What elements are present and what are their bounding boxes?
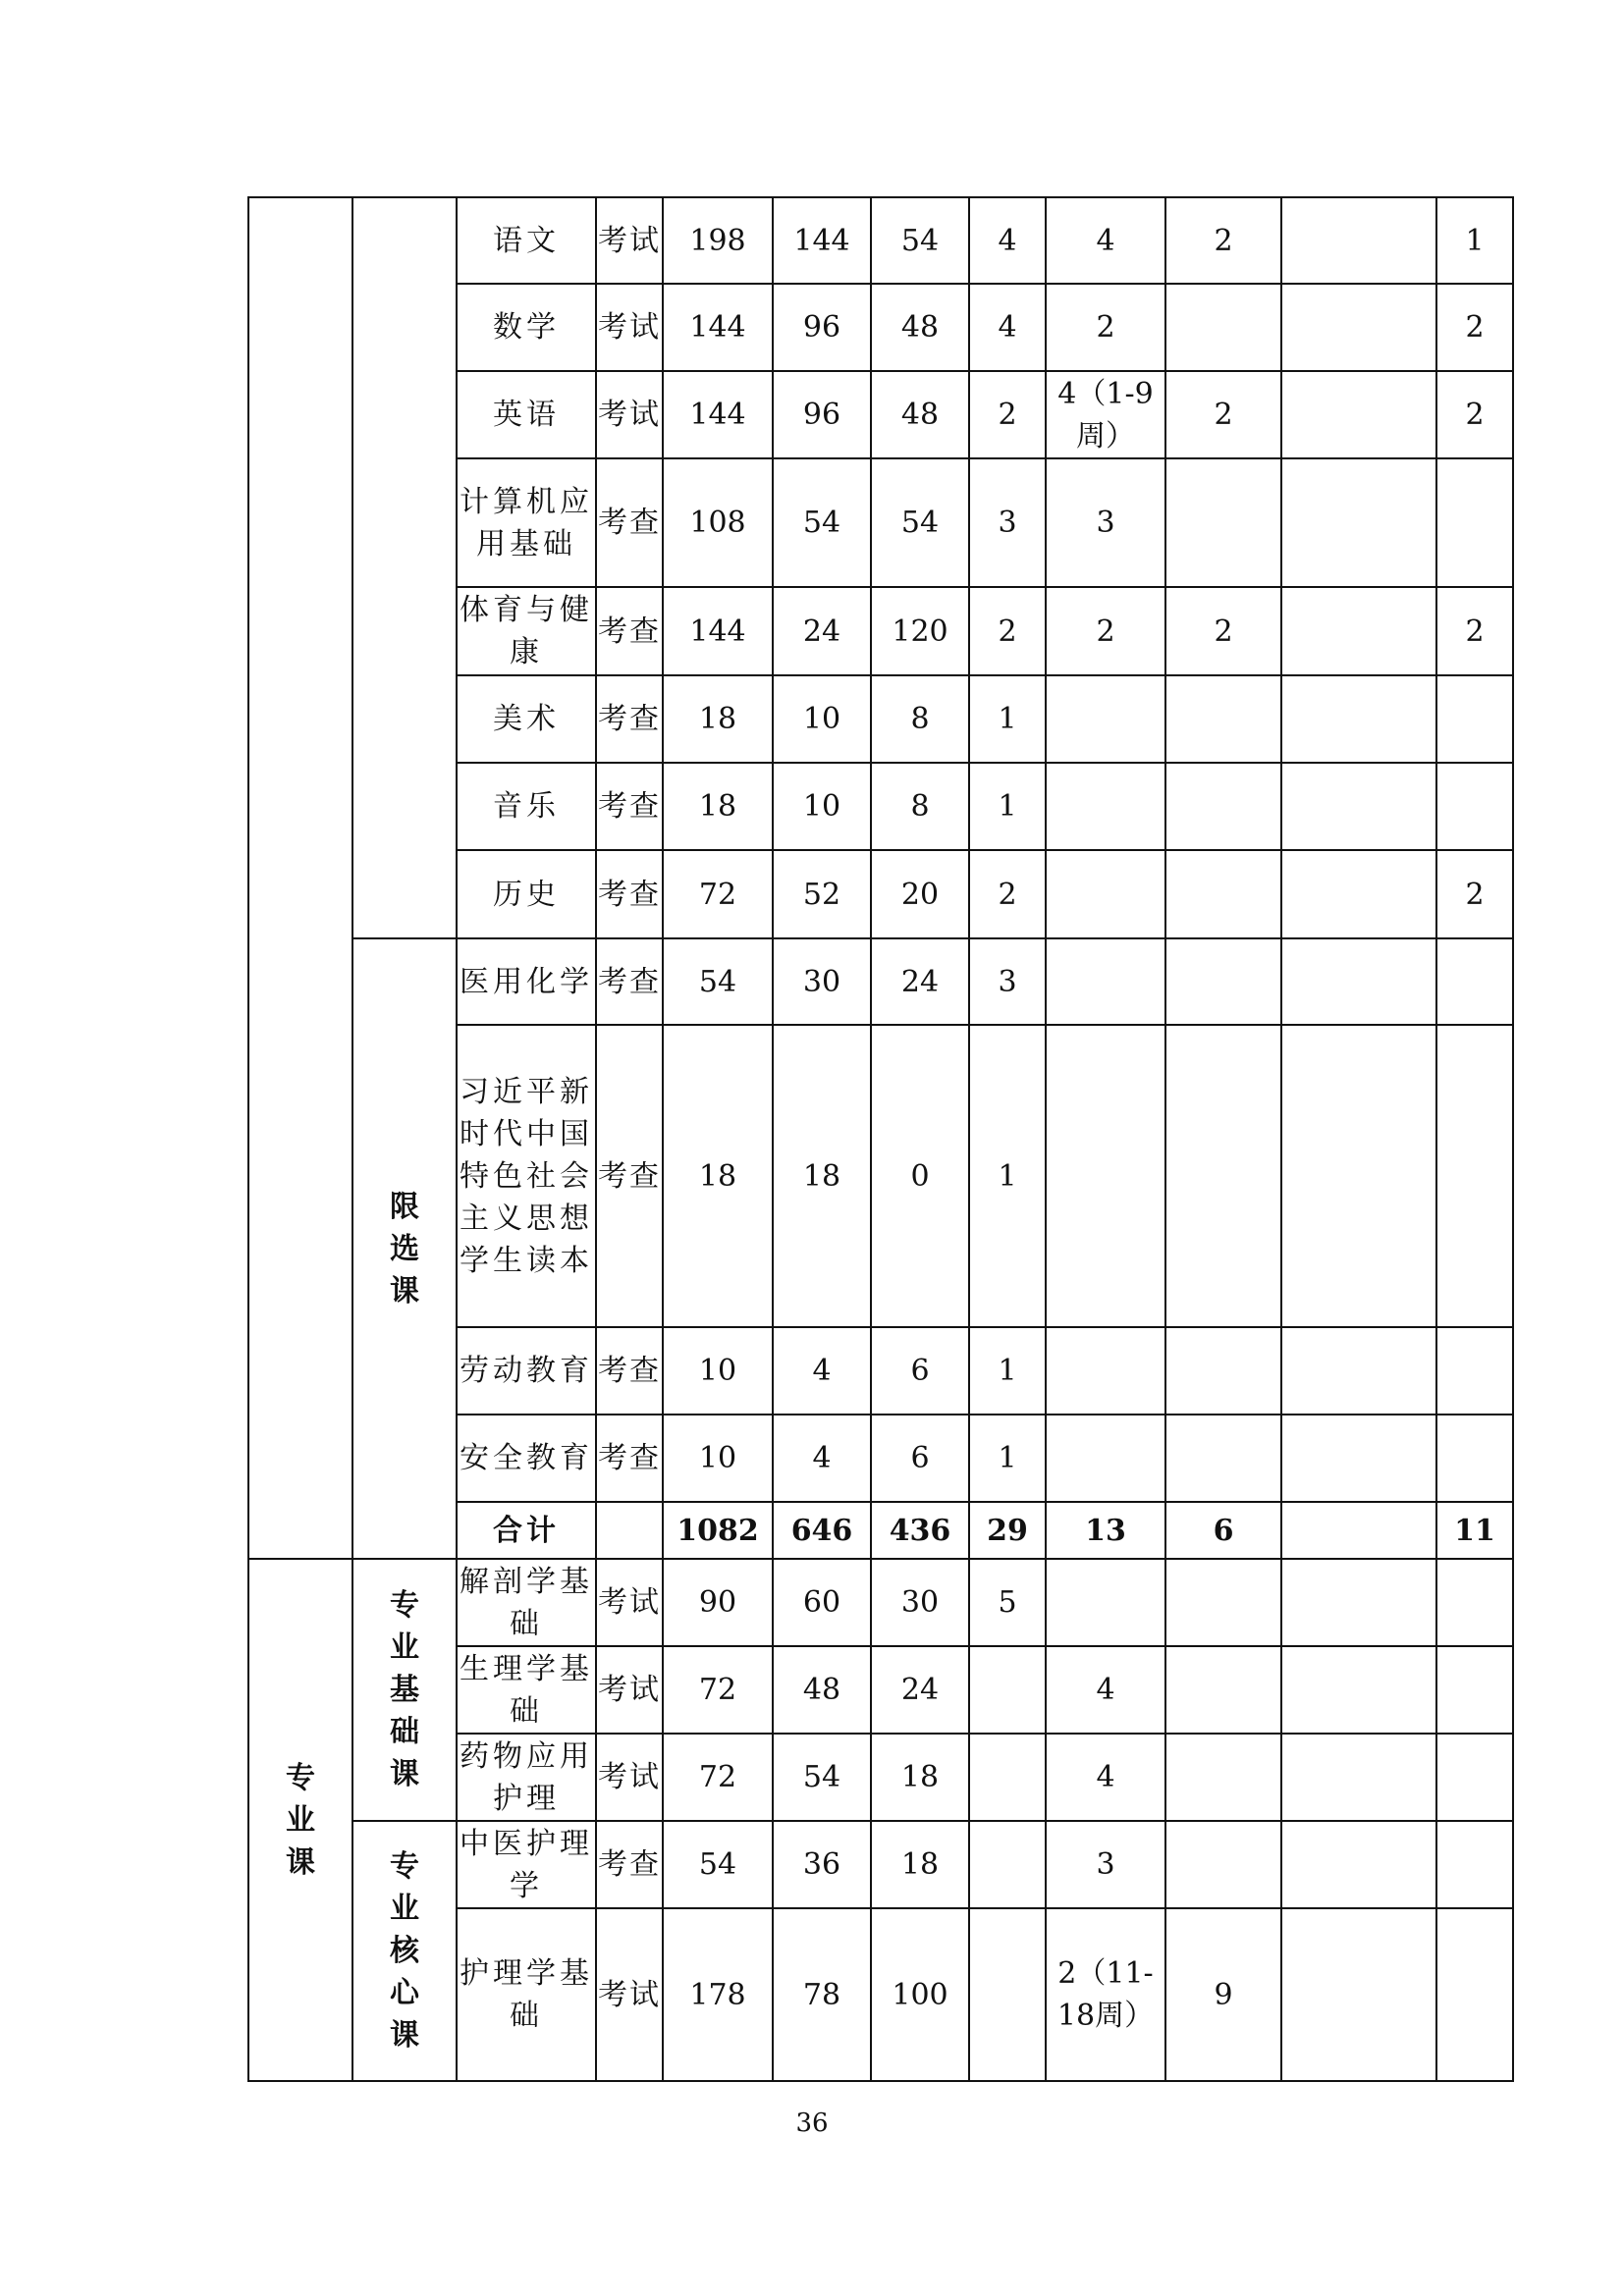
semester-3 xyxy=(1281,1502,1436,1559)
assessment-method: 考试 xyxy=(596,1559,663,1646)
semester-4: 2 xyxy=(1436,371,1513,458)
semester-4 xyxy=(1436,938,1513,1025)
category-cell-blank xyxy=(248,197,352,1559)
table-row xyxy=(248,1821,1513,1908)
credits: 2 xyxy=(969,587,1046,675)
course-name: 解剖学基础 xyxy=(457,1559,596,1646)
total-label: 合计 xyxy=(457,1502,596,1559)
course-name: 护理学基础 xyxy=(457,1908,596,2081)
practice-hours: 48 xyxy=(871,284,969,371)
assessment-method: 考查 xyxy=(596,763,663,850)
total-hours: 198 xyxy=(663,197,773,284)
semester-1: 4 xyxy=(1046,197,1165,284)
practice-hours: 18 xyxy=(871,1821,969,1908)
assessment-method: 考查 xyxy=(596,1415,663,1502)
course-name: 体育与健康 xyxy=(457,587,596,675)
semester-4: 2 xyxy=(1436,587,1513,675)
assessment-method: 考试 xyxy=(596,1908,663,2081)
assessment-method: 考试 xyxy=(596,371,663,458)
semester-4: 2 xyxy=(1436,850,1513,938)
semester-3 xyxy=(1281,1734,1436,1821)
semester-2 xyxy=(1165,1327,1281,1415)
semester-3 xyxy=(1281,587,1436,675)
semester-4 xyxy=(1436,1646,1513,1734)
assessment-method: 考查 xyxy=(596,938,663,1025)
semester-1: 3 xyxy=(1046,458,1165,587)
semester-3 xyxy=(1281,675,1436,763)
semester-2: 2 xyxy=(1165,371,1281,458)
assessment-method: 考查 xyxy=(596,675,663,763)
semester-4 xyxy=(1436,1025,1513,1327)
theory-hours: 10 xyxy=(773,763,871,850)
semester-2 xyxy=(1165,284,1281,371)
semester-4 xyxy=(1436,1821,1513,1908)
assessment-method: 考试 xyxy=(596,284,663,371)
theory-hours: 10 xyxy=(773,675,871,763)
page-number: 36 xyxy=(795,2109,829,2138)
semester-3 xyxy=(1281,197,1436,284)
practice-hours: 6 xyxy=(871,1415,969,1502)
course-name: 计算机应用基础 xyxy=(457,458,596,587)
semester-1 xyxy=(1046,850,1165,938)
course-name: 生理学基础 xyxy=(457,1646,596,1734)
theory-hours: 60 xyxy=(773,1559,871,1646)
semester-2 xyxy=(1165,1415,1281,1502)
assessment-method xyxy=(596,1502,663,1559)
theory-hours: 36 xyxy=(773,1821,871,1908)
semester-4 xyxy=(1436,763,1513,850)
assessment-method: 考试 xyxy=(596,1734,663,1821)
credits: 4 xyxy=(969,284,1046,371)
total-hours: 108 xyxy=(663,458,773,587)
course-name: 英语 xyxy=(457,371,596,458)
professional-basic-label xyxy=(352,1559,457,1821)
theory-hours: 4 xyxy=(773,1327,871,1415)
semester-4 xyxy=(1436,675,1513,763)
semester-3 xyxy=(1281,850,1436,938)
assessment-method: 考查 xyxy=(596,1821,663,1908)
theory-hours: 96 xyxy=(773,284,871,371)
theory-hours: 646 xyxy=(773,1502,871,1559)
semester-2 xyxy=(1165,1025,1281,1327)
semester-4 xyxy=(1436,1559,1513,1646)
total-hours: 72 xyxy=(663,850,773,938)
theory-hours: 30 xyxy=(773,938,871,1025)
professional-basic-text: 专业基础课 xyxy=(390,1588,419,1791)
practice-hours: 24 xyxy=(871,1646,969,1734)
semester-3 xyxy=(1281,371,1436,458)
semester-2 xyxy=(1165,1734,1281,1821)
credits: 3 xyxy=(969,938,1046,1025)
practice-hours: 48 xyxy=(871,371,969,458)
semester-1: 2（11-18周） xyxy=(1046,1908,1165,2081)
semester-3 xyxy=(1281,1327,1436,1415)
assessment-method: 考查 xyxy=(596,850,663,938)
credits xyxy=(969,1821,1046,1908)
credits: 1 xyxy=(969,1025,1046,1327)
practice-hours: 24 xyxy=(871,938,969,1025)
total-hours: 72 xyxy=(663,1734,773,1821)
semester-2: 6 xyxy=(1165,1502,1281,1559)
credits xyxy=(969,1734,1046,1821)
theory-hours: 96 xyxy=(773,371,871,458)
semester-3 xyxy=(1281,1821,1436,1908)
practice-hours: 0 xyxy=(871,1025,969,1327)
table-row xyxy=(248,938,1513,1025)
semester-2: 2 xyxy=(1165,197,1281,284)
course-name: 医用化学 xyxy=(457,938,596,1025)
semester-2 xyxy=(1165,763,1281,850)
professional-core-label xyxy=(352,1821,457,2081)
semester-2 xyxy=(1165,1821,1281,1908)
semester-1: 4 xyxy=(1046,1734,1165,1821)
practice-hours: 100 xyxy=(871,1908,969,2081)
total-hours: 144 xyxy=(663,587,773,675)
credits: 1 xyxy=(969,1327,1046,1415)
credits xyxy=(969,1646,1046,1734)
theory-hours: 18 xyxy=(773,1025,871,1327)
total-hours: 1082 xyxy=(663,1502,773,1559)
semester-1 xyxy=(1046,938,1165,1025)
semester-4 xyxy=(1436,1908,1513,2081)
credits: 1 xyxy=(969,675,1046,763)
semester-3 xyxy=(1281,458,1436,587)
course-name: 安全教育 xyxy=(457,1415,596,1502)
subcategory-cell-blank xyxy=(352,197,457,938)
total-hours: 90 xyxy=(663,1559,773,1646)
theory-hours: 78 xyxy=(773,1908,871,2081)
course-name: 美术 xyxy=(457,675,596,763)
curriculum-table xyxy=(247,196,1514,2082)
semester-4 xyxy=(1436,458,1513,587)
credits xyxy=(969,1908,1046,2081)
professional-core-text: 专业核心课 xyxy=(390,1849,419,2053)
course-name: 历史 xyxy=(457,850,596,938)
theory-hours: 54 xyxy=(773,458,871,587)
semester-4: 2 xyxy=(1436,284,1513,371)
table-row xyxy=(248,197,1513,284)
semester-3 xyxy=(1281,1908,1436,2081)
semester-1 xyxy=(1046,675,1165,763)
course-name: 习近平新时代中国特色社会主义思想学生读本 xyxy=(457,1025,596,1327)
credits: 4 xyxy=(969,197,1046,284)
semester-3 xyxy=(1281,938,1436,1025)
course-name: 数学 xyxy=(457,284,596,371)
semester-3 xyxy=(1281,1415,1436,1502)
course-name: 音乐 xyxy=(457,763,596,850)
semester-2 xyxy=(1165,938,1281,1025)
theory-hours: 24 xyxy=(773,587,871,675)
theory-hours: 4 xyxy=(773,1415,871,1502)
total-hours: 18 xyxy=(663,1025,773,1327)
limited-elective-label xyxy=(352,938,457,1559)
limited-elective-text: 限选课 xyxy=(390,1189,419,1308)
practice-hours: 6 xyxy=(871,1327,969,1415)
semester-3 xyxy=(1281,1025,1436,1327)
practice-hours: 8 xyxy=(871,675,969,763)
practice-hours: 20 xyxy=(871,850,969,938)
semester-1: 2 xyxy=(1046,284,1165,371)
total-hours: 72 xyxy=(663,1646,773,1734)
semester-4 xyxy=(1436,1734,1513,1821)
practice-hours: 54 xyxy=(871,197,969,284)
total-hours: 10 xyxy=(663,1415,773,1502)
course-name: 劳动教育 xyxy=(457,1327,596,1415)
practice-hours: 120 xyxy=(871,587,969,675)
theory-hours: 52 xyxy=(773,850,871,938)
practice-hours: 436 xyxy=(871,1502,969,1559)
total-hours: 18 xyxy=(663,675,773,763)
semester-1: 4 xyxy=(1046,1646,1165,1734)
semester-2 xyxy=(1165,1559,1281,1646)
semester-3 xyxy=(1281,1559,1436,1646)
credits: 2 xyxy=(969,371,1046,458)
theory-hours: 144 xyxy=(773,197,871,284)
practice-hours: 30 xyxy=(871,1559,969,1646)
credits: 5 xyxy=(969,1559,1046,1646)
practice-hours: 54 xyxy=(871,458,969,587)
credits: 1 xyxy=(969,1415,1046,1502)
semester-1: 3 xyxy=(1046,1821,1165,1908)
total-hours: 10 xyxy=(663,1327,773,1415)
practice-hours: 8 xyxy=(871,763,969,850)
semester-1 xyxy=(1046,763,1165,850)
semester-2 xyxy=(1165,675,1281,763)
total-hours: 144 xyxy=(663,284,773,371)
assessment-method: 考查 xyxy=(596,587,663,675)
assessment-method: 考查 xyxy=(596,458,663,587)
total-hours: 54 xyxy=(663,1821,773,1908)
semester-2 xyxy=(1165,458,1281,587)
semester-4: 11 xyxy=(1436,1502,1513,1559)
course-name: 语文 xyxy=(457,197,596,284)
semester-4 xyxy=(1436,1415,1513,1502)
total-hours: 178 xyxy=(663,1908,773,2081)
semester-4: 1 xyxy=(1436,197,1513,284)
semester-4 xyxy=(1436,1327,1513,1415)
table-row xyxy=(248,1559,1513,1646)
semester-3 xyxy=(1281,1646,1436,1734)
course-name: 中医护理学 xyxy=(457,1821,596,1908)
assessment-method: 考试 xyxy=(596,197,663,284)
course-name: 药物应用护理 xyxy=(457,1734,596,1821)
professional-course-text: 专业课 xyxy=(286,1760,315,1880)
semester-1: 4（1-9周） xyxy=(1046,371,1165,458)
semester-1 xyxy=(1046,1559,1165,1646)
semester-1: 13 xyxy=(1046,1502,1165,1559)
assessment-method: 考试 xyxy=(596,1646,663,1734)
semester-1: 2 xyxy=(1046,587,1165,675)
total-hours: 18 xyxy=(663,763,773,850)
theory-hours: 54 xyxy=(773,1734,871,1821)
semester-3 xyxy=(1281,284,1436,371)
semester-3 xyxy=(1281,763,1436,850)
assessment-method: 考查 xyxy=(596,1327,663,1415)
practice-hours: 18 xyxy=(871,1734,969,1821)
credits: 1 xyxy=(969,763,1046,850)
semester-1 xyxy=(1046,1025,1165,1327)
professional-course-label xyxy=(248,1559,352,2081)
semester-2 xyxy=(1165,1646,1281,1734)
theory-hours: 48 xyxy=(773,1646,871,1734)
total-hours: 144 xyxy=(663,371,773,458)
credits: 29 xyxy=(969,1502,1046,1559)
semester-2: 2 xyxy=(1165,587,1281,675)
semester-1 xyxy=(1046,1327,1165,1415)
semester-2: 9 xyxy=(1165,1908,1281,2081)
semester-1 xyxy=(1046,1415,1165,1502)
semester-2 xyxy=(1165,850,1281,938)
assessment-method: 考查 xyxy=(596,1025,663,1327)
credits: 3 xyxy=(969,458,1046,587)
total-hours: 54 xyxy=(663,938,773,1025)
credits: 2 xyxy=(969,850,1046,938)
